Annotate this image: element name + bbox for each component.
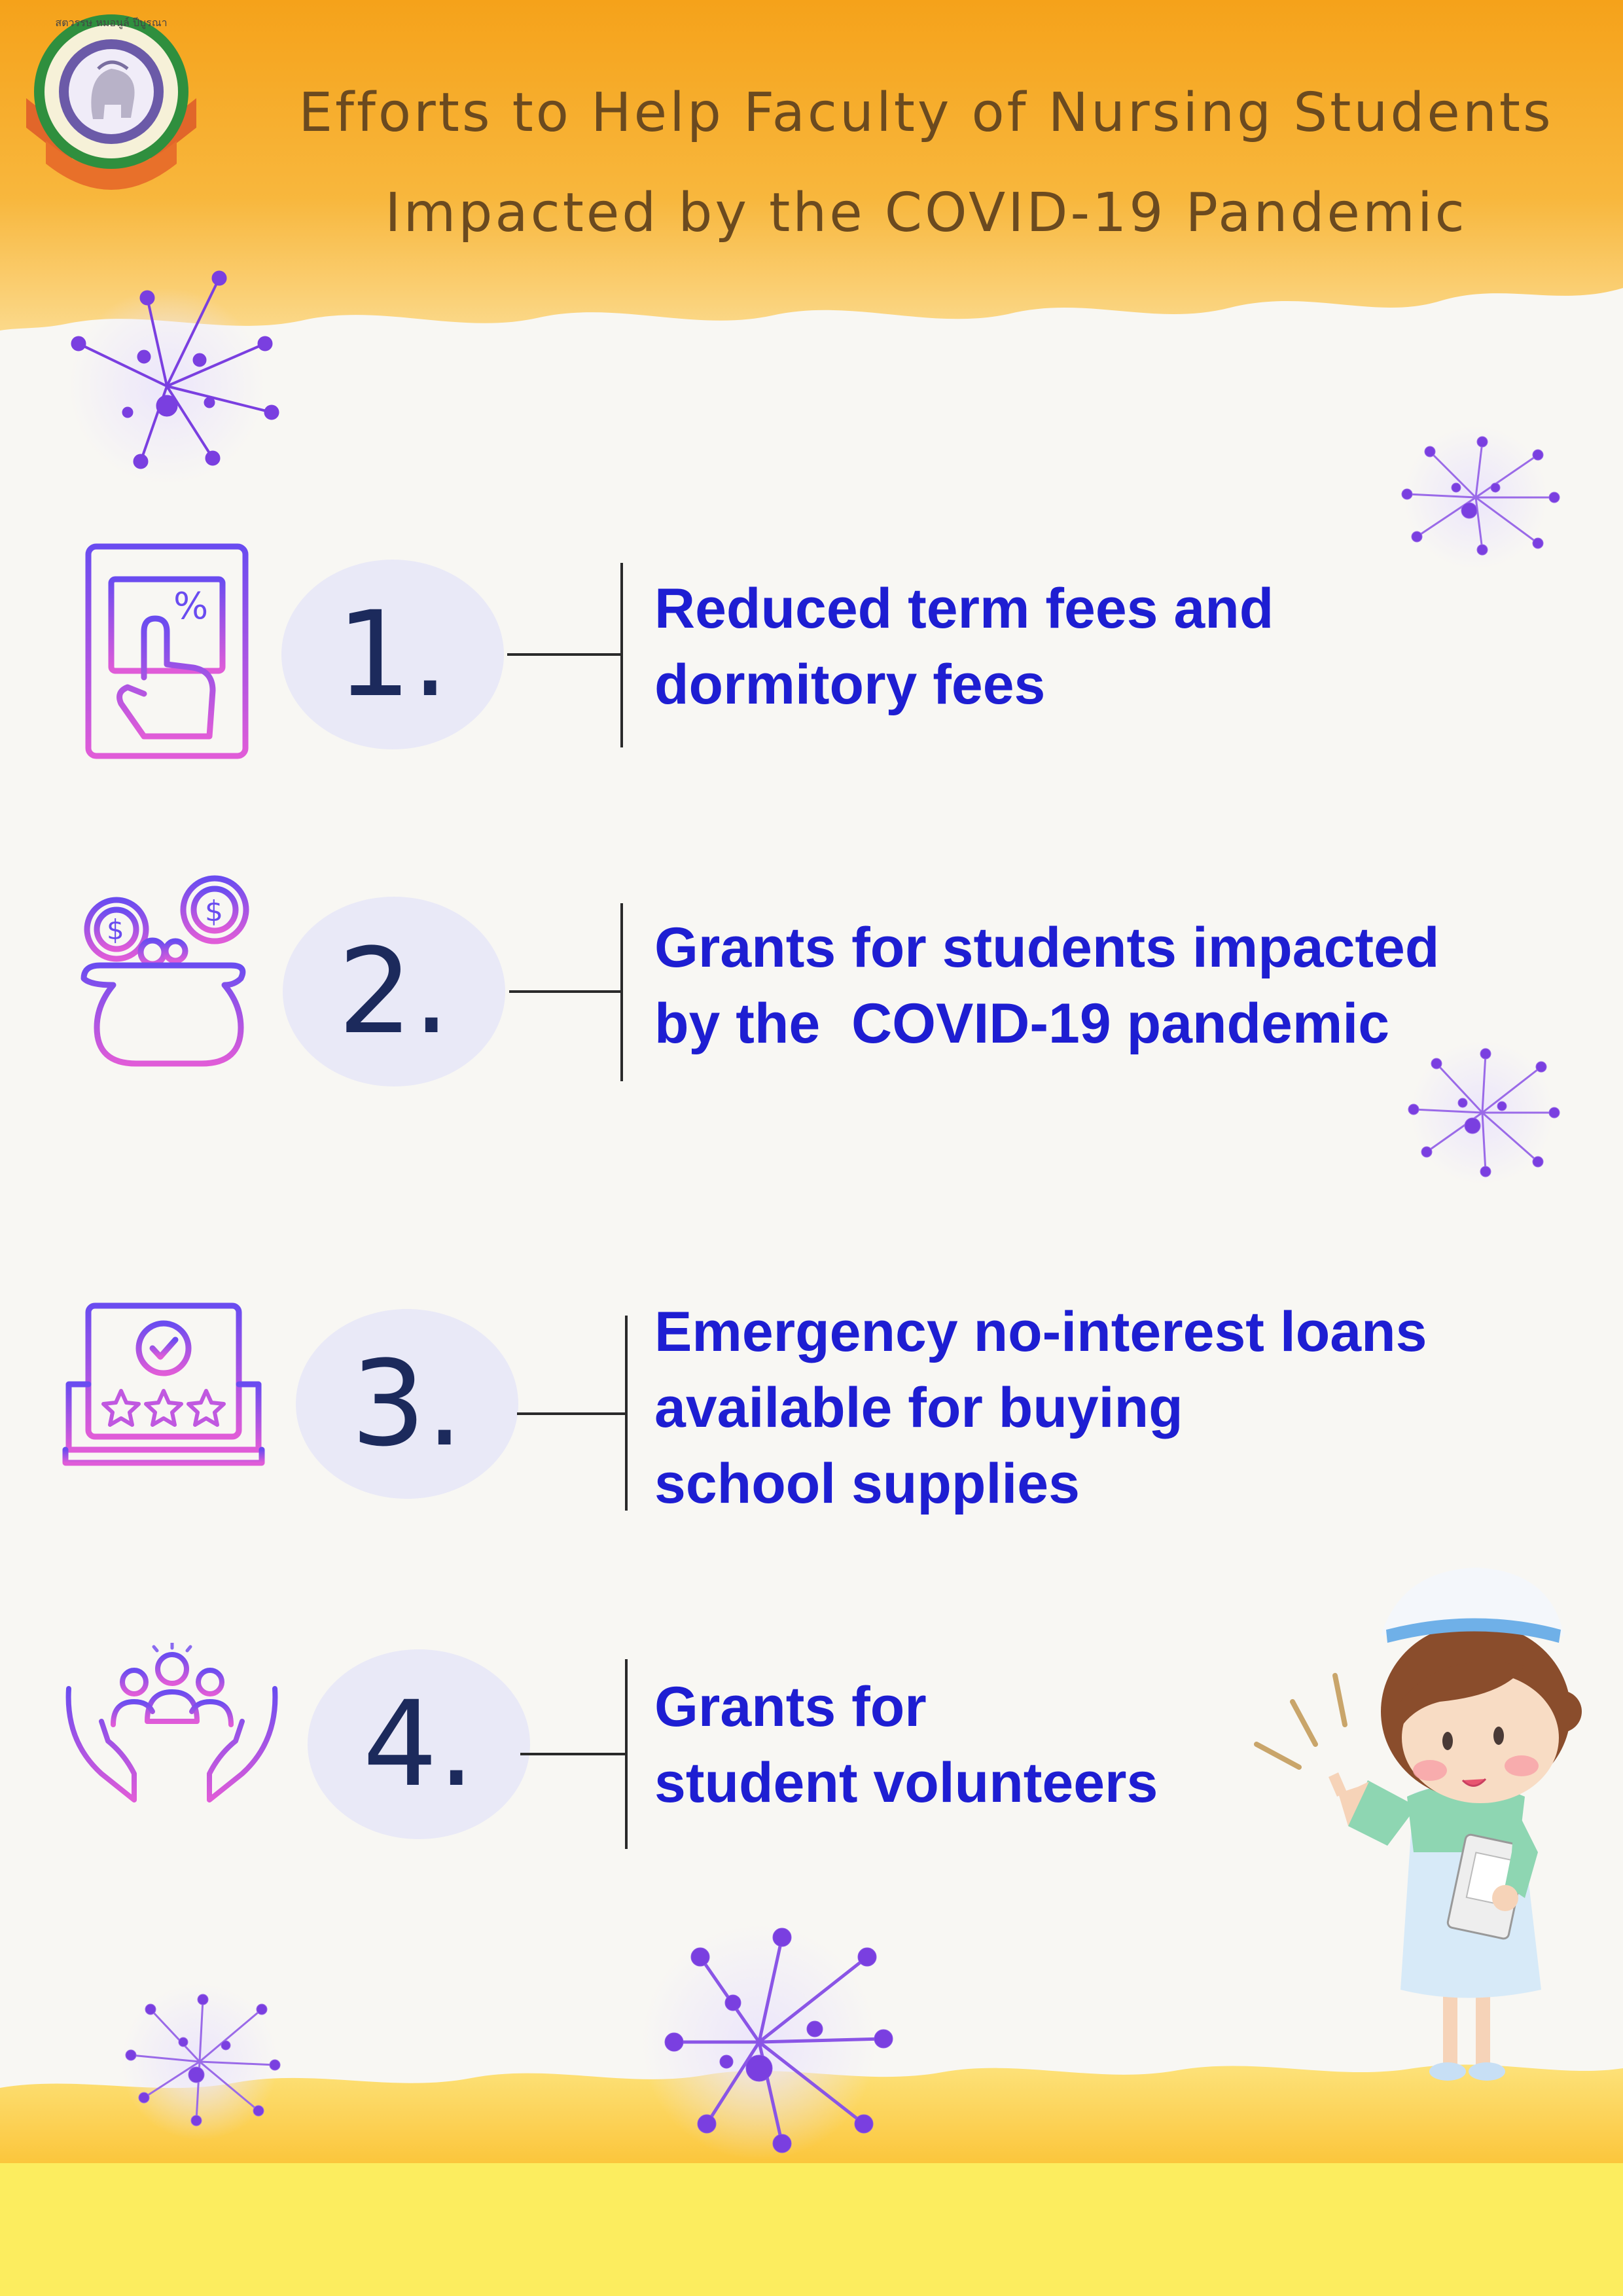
tablet-percent-icon xyxy=(82,540,252,762)
caring-hands-people-icon xyxy=(62,1643,281,1806)
virus-icon xyxy=(641,1924,893,2160)
nurse-illustration xyxy=(1257,1568,1582,2081)
svg-text:สตวรรษ หมอนูล์ ปีบูรณา: สตวรรษ หมอนูล์ ปีบูรณา xyxy=(55,16,168,29)
item-text-4 xyxy=(654,1669,1571,1821)
item-text-3 xyxy=(654,1294,1571,1522)
svg-text:$: $ xyxy=(205,895,223,928)
item-text-line: school supplies xyxy=(654,1452,1080,1515)
step-number-circle: 2. xyxy=(283,897,505,1086)
item-text-line: student volunteers xyxy=(654,1751,1158,1814)
virus-icon xyxy=(1408,1041,1560,1185)
divider-line xyxy=(625,1316,628,1511)
item-text-line: by the COVID-19 pandemic xyxy=(654,992,1390,1055)
divider-line xyxy=(620,903,623,1081)
connector-line xyxy=(520,1753,627,1755)
item-text-line: dormitory fees xyxy=(654,653,1046,716)
divider-line xyxy=(620,563,623,747)
connector-line xyxy=(517,1412,627,1415)
svg-text:%: % xyxy=(173,585,209,628)
step-number-circle: 4. xyxy=(308,1649,530,1839)
header-watercolor xyxy=(0,0,1623,331)
page-subtitle: Impacted by the COVID-19 Pandemic xyxy=(385,182,1467,244)
item-text-2 xyxy=(654,910,1571,1062)
item-text-line: Emergency no-interest loans xyxy=(654,1300,1427,1363)
footer-band xyxy=(0,2163,1623,2296)
money-bag-icon xyxy=(71,874,267,1070)
connector-line xyxy=(509,990,622,993)
page-title: Efforts to Help Faculty of Nursing Students xyxy=(298,82,1554,144)
item-text-line: Grants for xyxy=(654,1676,927,1738)
item-text-line: available for buying xyxy=(654,1376,1183,1439)
step-number-circle: 3. xyxy=(296,1309,518,1499)
virus-icon xyxy=(1402,425,1560,569)
connector-line xyxy=(507,653,622,656)
divider-line xyxy=(625,1659,628,1849)
laptop-rating-icon xyxy=(59,1299,268,1476)
svg-text:$: $ xyxy=(107,914,124,946)
step-number-circle: 1. xyxy=(281,560,504,749)
item-text-line: Grants for students impacted xyxy=(654,916,1440,979)
item-text-1 xyxy=(654,571,1571,723)
item-text-line: Reduced term fees and xyxy=(654,577,1274,640)
